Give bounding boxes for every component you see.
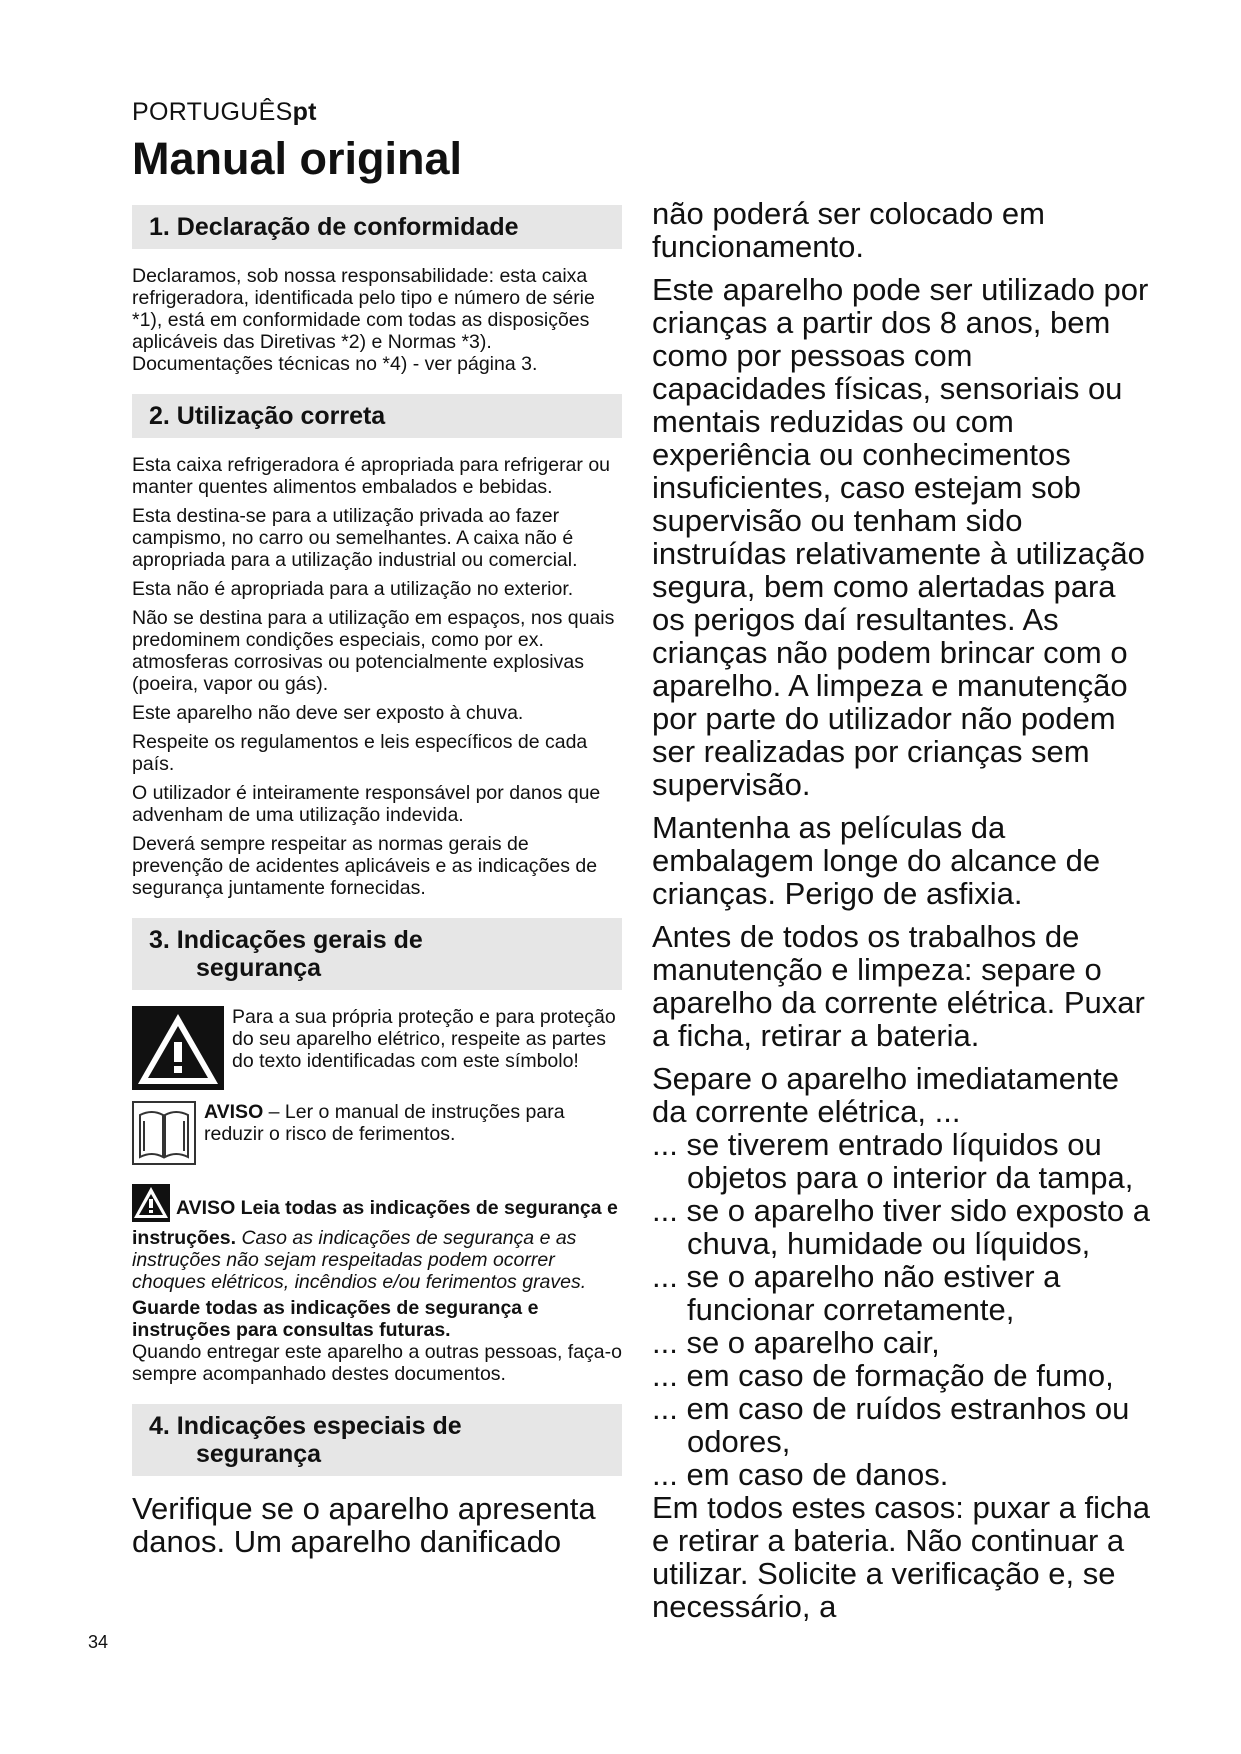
page-title: Manual original	[132, 133, 463, 184]
page-number: 34	[88, 1632, 109, 1652]
section-2-paragraph: Esta destina-se para a utilização privada ao fazer campismo, no carro ou semelhantes. A caixa não é apropriada para a utilização industrial ou comercial.	[132, 505, 578, 571]
section-2-paragraph: Esta não é apropriada para a utilização no exterior.	[132, 578, 574, 600]
right-column	[652, 197, 1152, 1633]
aviso-label: AVISO	[204, 1101, 264, 1123]
section-2-paragraph: Não se destina para a utilização em espaços, nos quais predominem condições especiais, como por ex. atmosferas corrosivas ou potencialmente explosivas (poeira, vapor ou gás).	[132, 607, 615, 695]
section-2-paragraph: Respeite os regulamentos e leis específicos de cada país.	[132, 731, 588, 775]
open-book-icon	[132, 1101, 196, 1170]
language-name: PORTUGUÊS	[132, 98, 293, 126]
list-item: ... em caso de ruídos estranhos ou odores,	[652, 1391, 1130, 1459]
section-2-paragraph: Deverá sempre respeitar as normas gerais de prevenção de acidentes aplicáveis e as indicações de segurança juntamente fornecidas.	[132, 833, 598, 899]
section-4-heading-line2: segurança	[196, 1440, 322, 1468]
aviso-general-italic: Caso as indicações de segurança e as instruções não sejam respeitadas podem ocorrer choques elétricos, incêndios e/ou ferimentos graves.	[132, 1227, 587, 1293]
list-item: ... em caso de formação de fumo,	[652, 1358, 1114, 1393]
list-item: ... se o aparelho tiver sido exposto a chuva, humidade ou líquidos,	[652, 1193, 1151, 1261]
symbol-explanation	[132, 1006, 622, 1095]
warning-triangle-icon	[132, 1006, 224, 1095]
keep-instructions-bold: Guarde todas as indicações de segurança e instruções para consultas futuras.	[132, 1297, 539, 1341]
list-item: ... se o aparelho não estiver a funcionar corretamente,	[652, 1259, 1061, 1327]
handover-text: Quando entregar este aparelho a outras pessoas, faça-o sempre acompanhado destes documentos.	[132, 1341, 622, 1385]
language-code: pt	[292, 98, 317, 126]
right-paragraph: Este aparelho pode ser utilizado por crianças a partir dos 8 anos, bem como por pessoas com capacidades físicas, sensoriais ou mentais reduzidas ou com experiência ou conhecimentos insuficientes, caso estejam sob supervisão ou tenham sido instruídas relativamente à utilização segura, bem como alertadas para os perigos daí resultantes. As crianças não podem brincar com o aparelho. A limpeza e manutenção por parte do utilizador não podem ser realizadas por crianças sem supervisão.	[652, 272, 1149, 802]
section-1-text: Declaramos, sob nossa responsabilidade: esta caixa refrigeradora, identificada pelo tipo e número de série *1), está em conformidade com todas as disposições aplicáveis das Diretivas *2) e Normas *3). Documentações técnicas no *4) - ver página 3.	[132, 265, 595, 375]
section-4-heading-line1: 4. Indicações especiais de	[149, 1412, 462, 1440]
right-paragraph: não poderá ser colocado em funcionamento.	[652, 196, 1045, 264]
aviso-general-bold: AVISO Leia todas as indicações de segurança e instruções.	[132, 1197, 618, 1249]
list-item: ... se o aparelho cair,	[652, 1325, 940, 1360]
right-paragraph: Em todos estes casos: puxar a ficha e retirar a bateria. Não continuar a utilizar. Solicite a verificação e, se necessário, a	[652, 1490, 1150, 1624]
right-paragraph: Mantenha as películas da embalagem longe do alcance de crianças. Perigo de asfixia.	[652, 810, 1101, 911]
small-warning-triangle-icon	[132, 1184, 170, 1227]
section-1-heading: 1. Declaração de conformidade	[132, 205, 622, 249]
section-4-heading	[132, 1404, 622, 1476]
section-2-paragraph: Este aparelho não deve ser exposto à chuva.	[132, 702, 524, 724]
keep-instructions	[132, 1297, 622, 1341]
left-column	[132, 205, 622, 1568]
right-paragraph: Antes de todos os trabalhos de manutenção e limpeza: separe o aparelho da corrente elétrica. Puxar a ficha, retirar a bateria.	[652, 919, 1145, 1053]
list-item: ... em caso de danos.	[652, 1457, 949, 1492]
disconnect-conditions-list	[652, 1128, 1152, 1491]
aviso-read-manual	[132, 1101, 622, 1170]
aviso-general-warning	[132, 1184, 622, 1293]
aviso-text: – Ler o manual de instruções para reduzir o risco de ferimentos.	[204, 1101, 565, 1145]
right-paragraph: Separe o aparelho imediatamente da corrente elétrica, ...	[652, 1061, 1120, 1129]
section-2-paragraph: O utilizador é inteiramente responsável por danos que advenham de uma utilização indevida.	[132, 782, 601, 826]
section-2-heading: 2. Utilização correta	[132, 394, 622, 438]
section-3-heading-line1: 3. Indicações gerais de	[149, 926, 423, 954]
section-3-heading	[132, 918, 622, 990]
section-3-heading-line2: segurança	[196, 954, 322, 982]
section-2-paragraph: Esta caixa refrigeradora é apropriada para refrigerar ou manter quentes alimentos embalados e bebidas.	[132, 454, 611, 498]
section-4-text: Verifique se o aparelho apresenta danos. Um aparelho danificado	[132, 1491, 596, 1559]
symbol-explanation-text: Para a sua própria proteção e para proteção do seu aparelho elétrico, respeite as partes do texto identificadas com este símbolo!	[232, 1006, 616, 1072]
list-item: ... se tiverem entrado líquidos ou objetos para o interior da tampa,	[652, 1127, 1134, 1195]
language-label	[132, 98, 317, 127]
aviso-read-manual-text	[204, 1101, 622, 1145]
